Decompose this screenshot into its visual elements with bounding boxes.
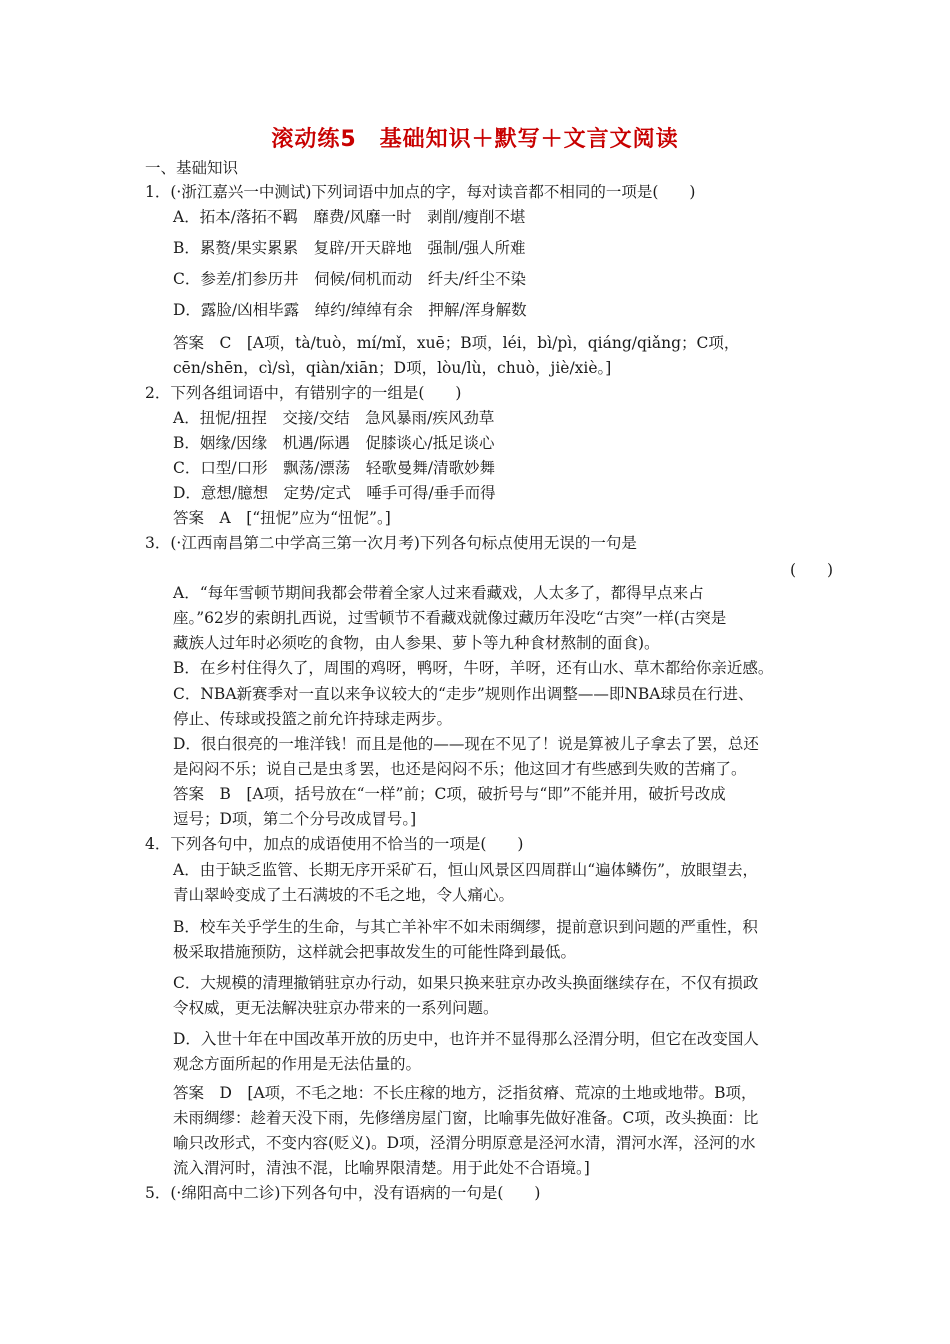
q4-answer-line1: 答案 D [A项，不毛之地：不长庄稼的地方，泛指贫瘠、荒凉的土地或地带。B项， (173, 1084, 757, 1102)
q3-stem: 3．(·江西南昌第二中学高三第一次月考)下列各句标点使用无误的一句是 (145, 534, 637, 552)
q4-answer-line3: 喻只改形式，不变内容(贬义)。D项，泾渭分明原意是泾河水清，渭河水浑，泾河的水 (173, 1134, 756, 1152)
q1-option-b: B．累赘/果实累累 复辟/开天辟地 强制/强人所难 (173, 239, 526, 257)
q4-answer-line2: 未雨绸缪：趁着天没下雨，先修缮房屋门窗，比喻事先做好准备。C项，改头换面：比 (173, 1109, 759, 1127)
q2-stem: 2．下列各组词语中，有错别字的一组是( ) (145, 384, 462, 402)
q2-option-a: A．扭怩/扭捏 交接/交结 急风暴雨/疾风劲草 (173, 409, 495, 427)
q2-answer: 答案 A [“扭怩”应为“忸怩”。] (173, 509, 391, 527)
q3-option-c-line1: C．NBA新赛季对一直以来争议较大的“走步”规则作出调整——即NBA球员在行进、 (173, 685, 754, 703)
q4-option-d-line1: D．入世十年在中国改革开放的历史中，也许并不显得那么泾渭分明，但它在改变国人 (173, 1030, 759, 1048)
q3-option-d-line1: D．很白很亮的一堆洋钱！而且是他的——现在不见了！说是算被儿子拿去了罢，总还 (173, 735, 759, 753)
q3-answer-line1: 答案 B [A项，括号放在“一样”前；C项，破折号与“即”不能并用，破折号改成 (173, 785, 726, 803)
q4-option-d-line2: 观念方面所起的作用是无法估量的。 (173, 1055, 422, 1073)
q2-option-d: D．意想/臆想 定势/定式 唾手可得/垂手而得 (173, 484, 496, 502)
q3-option-a-line3: 藏族人过年时必须吃的食物，由人参果、萝卜等九种食材熬制的面食)。 (173, 634, 660, 652)
q2-option-c: C．口型/口形 飘荡/漂荡 轻歌曼舞/清歌妙舞 (173, 459, 496, 477)
q3-answer-line2: 逗号；D项，第二个分号改成冒号。] (173, 810, 417, 828)
q3-option-d-line2: 是闷闷不乐；说自己是虫豸罢，也还是闷闷不乐；他这回才有些感到失败的苦痛了。 (173, 760, 747, 778)
q1-option-d: D．露脸/凶相毕露 绰约/绰绰有余 押解/浑身解数 (173, 301, 527, 319)
q4-option-b-line2: 极采取措施预防，这样就会把事故发生的可能性降到最低。 (173, 943, 577, 961)
page-title: 滚动练5 基础知识＋默写＋文言文阅读 (271, 127, 679, 152)
q1-answer-line1: 答案 C [A项，tà/tuò，mí/mǐ，xuē；B项，léi，bì/pì，qiáng/qiǎng；C项， (173, 334, 740, 352)
q2-option-b: B．姻缘/因缘 机遇/际遇 促膝谈心/抵足谈心 (173, 434, 495, 452)
q4-option-a-line1: A．由于缺乏监管、长期无序开采矿石，恒山风景区四周群山“遍体鳞伤”，放眼望去， (173, 861, 759, 879)
q3-option-c-line2: 停止、传球或投篮之前允许持球走两步。 (173, 710, 453, 728)
q3-answer-bracket: ( ) (790, 561, 834, 579)
q4-option-a-line2: 青山翠岭变成了土石满坡的不毛之地，令人痛心。 (173, 886, 515, 904)
q4-option-b-line1: B．校车关乎学生的生命，与其亡羊补牢不如未雨绸缪，提前意识到问题的严重性，积 (173, 918, 758, 936)
q3-option-a-line1: A．“每年雪顿节期间我都会带着全家人过来看藏戏，人太多了，都得早点来占 (173, 584, 704, 602)
section-heading: 一、基础知识 (145, 159, 239, 177)
q4-stem: 4．下列各句中，加点的成语使用不恰当的一项是( ) (145, 835, 524, 853)
q1-answer-line2: cēn/shēn，cì/sì，qiàn/xiān；D项，lòu/lù，chuò，jiè/xiè。] (173, 359, 612, 377)
q4-answer-line4: 流入渭河时，清浊不混，比喻界限清楚。用于此处不合语境。] (173, 1159, 590, 1177)
q1-option-c: C．参差/扪参历井 伺候/伺机而动 纤夫/纤尘不染 (173, 270, 527, 288)
q5-stem: 5．(·绵阳高中二诊)下列各句中，没有语病的一句是( ) (145, 1184, 541, 1202)
q3-option-b: B．在乡村住得久了，周围的鸡呀，鸭呀，牛呀，羊呀，还有山水、草木都给你亲近感。 (173, 659, 774, 677)
q3-option-a-line2: 座。”62岁的索朗扎西说，过雪顿节不看藏戏就像过藏历年没吃“古突”一样(古突是 (173, 609, 727, 627)
q1-option-a: A．拓本/落拓不羁 靡费/风靡一时 剥削/瘦削不堪 (173, 208, 526, 226)
q4-option-c-line1: C．大规模的清理撤销驻京办行动，如果只换来驻京办改头换面继续存在，不仅有损政 (173, 974, 759, 992)
q1-stem: 1．(·浙江嘉兴一中测试)下列词语中加点的字，每对读音都不相同的一项是( ) (145, 183, 696, 201)
q4-option-c-line2: 令权威，更无法解决驻京办带来的一系列问题。 (173, 999, 499, 1017)
